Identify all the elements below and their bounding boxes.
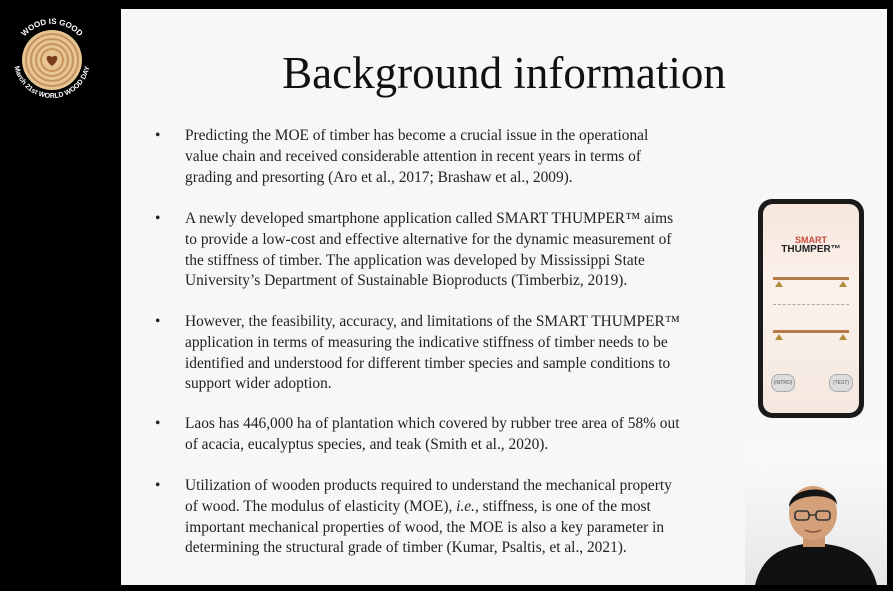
bullet-line: value chain and received considerable attention in recent years in terms of [185, 147, 641, 165]
bullet-marker: • [155, 477, 161, 494]
svg-text:March 21st WORLD WOOD DAY: March 21st WORLD WOOD DAY [12, 65, 92, 101]
support-icon [839, 334, 847, 340]
bullet-line: A newly developed smartphone application called SMART THUMPER™ aims [185, 210, 674, 227]
presenter-webcam [745, 441, 887, 585]
bullet-line: the stiffness of timber. The application was developed by Mississippi State [185, 251, 645, 269]
bullet-marker: • [155, 127, 161, 144]
bullet-line: Laos has 446,000 ha of plantation which covered by rubber tree area of 58% out [185, 415, 680, 432]
smartphone-image [758, 199, 864, 418]
wood-rings-icon [6, 14, 98, 106]
support-icon [839, 281, 847, 287]
timber-beam-icon [773, 330, 849, 333]
bullet-text [185, 209, 745, 292]
bullet-marker: • [155, 415, 161, 432]
bullet-line: of acacia, eucalyptus species, and teak (Smith et al., 2020). [185, 435, 549, 453]
bullet-text [185, 126, 745, 188]
slide-title: Background information [282, 48, 726, 98]
bullet-line: important mechanical properties of wood, the MOE is also a key parameter in [185, 518, 665, 536]
intro-button: (INTRO) [771, 374, 795, 392]
divider [773, 304, 849, 305]
svg-text:WOOD IS GOOD: WOOD IS GOOD [19, 16, 85, 39]
bullet-line: application in terms of measuring the indicative stiffness of timber needs to be [185, 333, 668, 351]
bullet-text [185, 414, 745, 456]
test-button: (TEST) [829, 374, 853, 392]
bullet-line: Predicting the MOE of timber has become a crucial issue in the operational [185, 127, 649, 144]
app-title-thumper: THUMPER™ [781, 244, 841, 255]
app-title-smart: SMART [795, 235, 827, 245]
world-wood-day-logo [6, 14, 98, 106]
bullet-text [185, 312, 745, 395]
bullet-marker: • [155, 210, 161, 227]
presenter-silhouette-icon [745, 441, 887, 585]
support-icon [775, 334, 783, 340]
bullet-line: grading and presorting (Aro et al., 2017; Brashaw et al., 2009). [185, 168, 573, 186]
bullet-line: determining the structural grade of timber (Kumar, Psaltis, et al., 2021). [185, 539, 627, 557]
bullet-marker: • [155, 313, 161, 330]
bullet-line: identified and understood for different timber species and sample conditions to [185, 354, 671, 372]
bullet-line: University’s Department of Sustainable Bioproducts (Timberbiz, 2019). [185, 272, 628, 290]
smart-thumper-app-screen [763, 204, 859, 413]
emphasis: i.e. [456, 497, 475, 515]
bullet-line: of wood. The modulus of elasticity (MOE), i.e., stiffness, is one of the most [185, 497, 651, 515]
support-icon [775, 281, 783, 287]
bullet-line: Utilization of wooden products required to understand the mechanical property [185, 477, 672, 494]
bullet-line: support wider adoption. [185, 375, 332, 393]
bullet-line: to provide a low-cost and effective alternative for the dynamic measurement of [185, 230, 672, 248]
timber-beam-icon [773, 277, 849, 280]
bullet-text [185, 476, 745, 559]
bullet-line: However, the feasibility, accuracy, and limitations of the SMART THUMPER™ [185, 313, 680, 330]
